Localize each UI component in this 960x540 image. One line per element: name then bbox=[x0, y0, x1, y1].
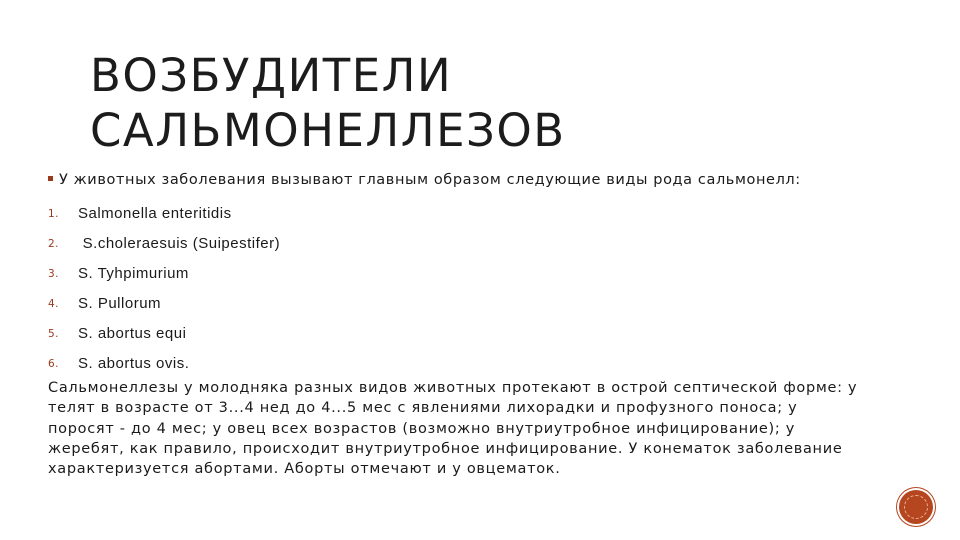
list-item bbox=[48, 348, 748, 378]
body-paragraph: Сальмонеллезы у молодняка разных видов животных протекают в острой септической форме: у телят в возрасте от 3...4 нед до 4...5 мес с явлениями лихорадки и профузного поноса; у поросят - до 4 мес; у овец всех возрастов (возможно внутриутробное инфицирование); у жеребят, как правило, происходит внутриутробное инфицирование. У конематок заболевание характеризуется абортами. Аборты отмечают и у овцематок. bbox=[48, 380, 858, 478]
title-line-2: САЛЬМОНЕЛЛЕЗОВ bbox=[90, 104, 566, 157]
list-number: 6. bbox=[48, 358, 60, 370]
list-number: 5. bbox=[48, 328, 60, 340]
species-name: S. Tyhpimurium bbox=[78, 264, 189, 282]
badge-ring bbox=[904, 495, 928, 519]
list-item bbox=[48, 288, 748, 318]
list-item bbox=[48, 198, 748, 228]
species-name: S. Pullorum bbox=[78, 294, 162, 312]
species-list bbox=[48, 198, 748, 378]
list-number: 3. bbox=[48, 268, 60, 280]
list-item bbox=[48, 258, 748, 288]
species-name: S.choleraesuis (Suipestifer) bbox=[78, 234, 281, 252]
decorative-badge-icon bbox=[899, 490, 933, 524]
species-name: S. abortus equi bbox=[78, 324, 187, 342]
list-number: 4. bbox=[48, 298, 60, 310]
intro-bullet bbox=[48, 170, 928, 190]
species-name: S. abortus ovis. bbox=[78, 354, 190, 372]
species-name: Salmonella enteritidis bbox=[78, 204, 232, 222]
title-line-1: ВОЗБУДИТЕЛИ bbox=[90, 49, 453, 102]
list-number: 1. bbox=[48, 208, 60, 220]
list-number: 2. bbox=[48, 238, 60, 250]
list-item bbox=[48, 228, 748, 258]
square-bullet-icon bbox=[48, 176, 53, 181]
intro-text: У животных заболевания вызывают главным образом следующие виды рода сальмонелл: bbox=[59, 172, 801, 188]
slide-title bbox=[90, 48, 910, 158]
list-item bbox=[48, 318, 748, 348]
